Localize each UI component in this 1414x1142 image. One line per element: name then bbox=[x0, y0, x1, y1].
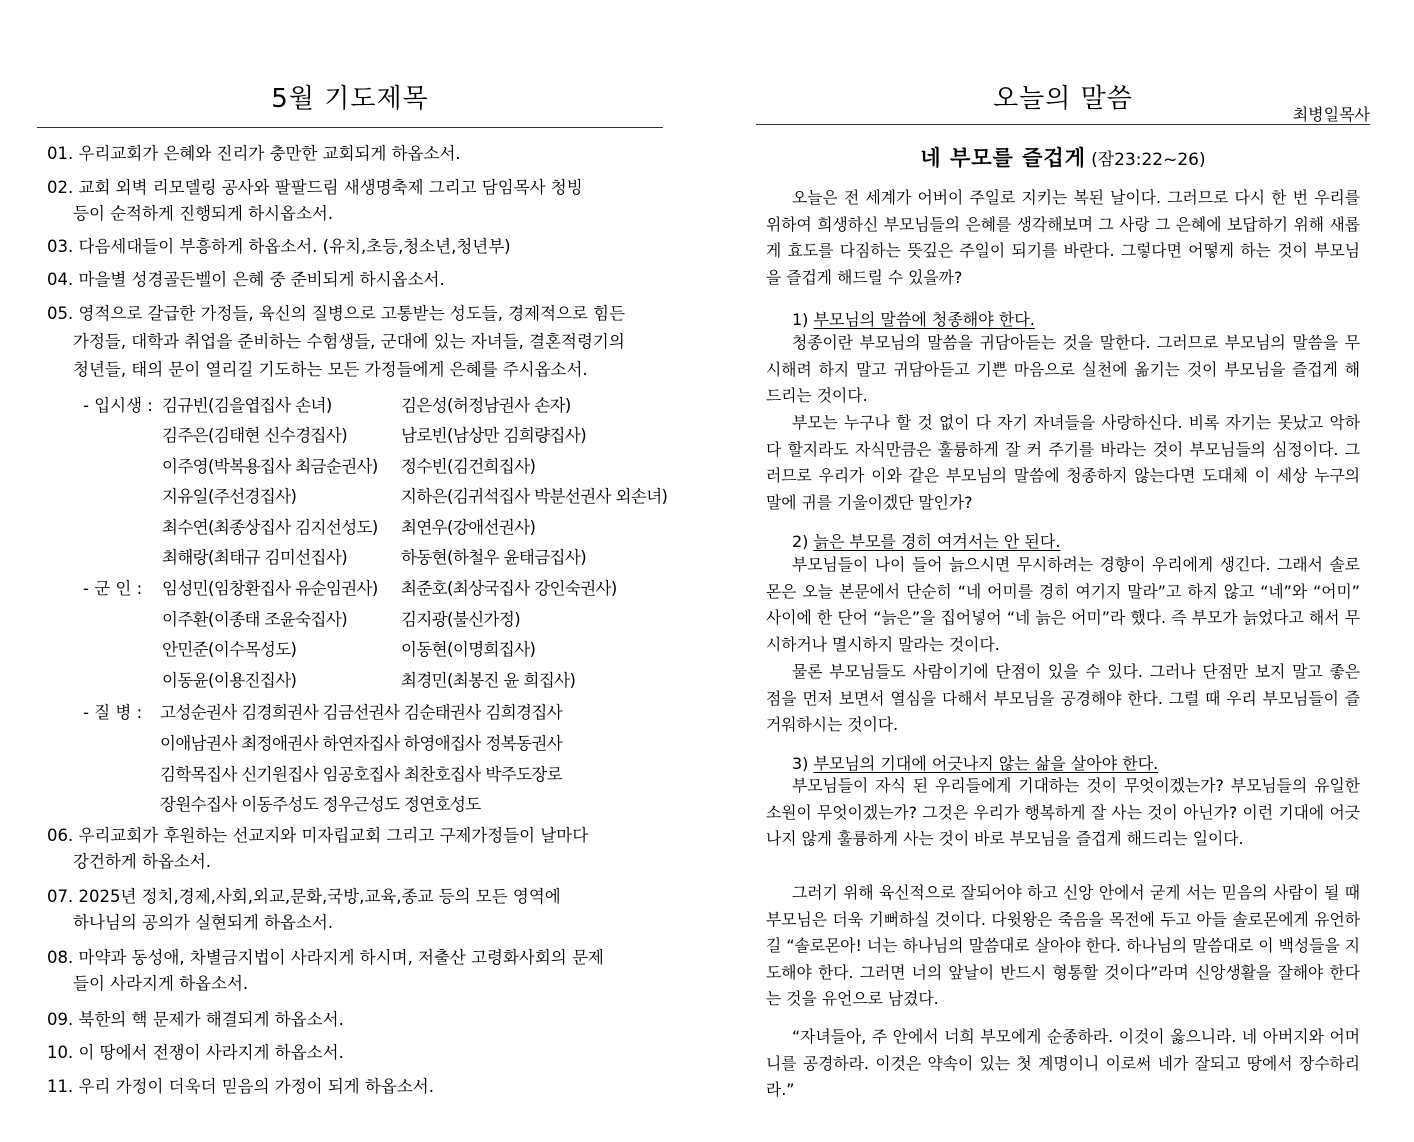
prayer-item-06: 06. 우리교회가 후원하는 선교지와 미자립교회 그리고 구제가정들이 날마다 bbox=[47, 826, 589, 845]
exam-name: 최해랑(최태규 김미선집사) bbox=[162, 548, 348, 567]
military-name: 이동윤(이용진집사) bbox=[162, 671, 297, 690]
military-name: 최경민(최봉진 윤 희집사) bbox=[401, 671, 576, 690]
prayer-item-07: 07. 2025년 정치,경제,사회,외교,문화,국방,교육,종교 등의 모든 영역에 bbox=[47, 887, 561, 906]
military-label: - 군 인 : bbox=[83, 579, 143, 598]
prayer-item-06-cont: 강건하게 하옵소서. bbox=[73, 852, 212, 871]
title-divider bbox=[37, 127, 663, 128]
military-name: 최준호(최상국집사 강인숙권사) bbox=[401, 579, 617, 598]
section-1-heading: 1) 부모님의 말씀에 청종해야 한다. bbox=[792, 310, 1035, 329]
prayer-item-08: 08. 마약과 동성애, 차별금지법이 사라지게 하시며, 저출산 고령화사회의 문제 bbox=[47, 948, 604, 967]
prayer-item-05-cont: 가정들, 대학과 취업을 준비하는 수험생들, 군대에 있는 자녀들, 결혼적령기의 bbox=[73, 332, 625, 351]
sick-names-line: 이애남권사 최정애권사 하연자집사 하영애집사 정복동권사 bbox=[160, 734, 563, 753]
section-3-para-1: 부모님들이 자식 된 우리들에게 기대하는 것이 무엇이겠는가? 부모님들의 유일한 소원이 무엇이겠는가? 그것은 우리가 행복하게 잘 사는 것이 아닌가? 이런 기대에 어긋나지 않게 훌륭하게 사는 것이 바로 부모님을 즐겁게 해드리는 일이다. bbox=[766, 776, 1360, 848]
exam-name: 이주영(박복용집사 최금순권사) bbox=[162, 457, 378, 476]
section-2-para-1: 부모님들이 나이 들어 늙으시면 무시하려는 경향이 우리에게 생긴다. 그래서 솔로몬은 오늘 본문에서 단순히 “네 어미를 경히 여기지 말라”고 하지 않고 “네”와 “어미” 사이에 한 단어 “늙은”을 집어넣어 “네 늙은 어미”라 했다. 즉 부모가 늙었다고 해서 무시하거나 멸시하지 말라는 것이다. bbox=[766, 555, 1360, 654]
section-3-heading: 3) 부모님의 기대에 어긋나지 않는 삶을 살아야 한다. bbox=[792, 754, 1159, 773]
sermon-author: 최병일목사 bbox=[1292, 105, 1370, 124]
sick-names-line: 장원수집사 이동주성도 정우근성도 정연호성도 bbox=[160, 795, 481, 814]
scripture-quote: “자녀들아, 주 안에서 너희 부모에게 순종하라. 이것이 옳으니라. 네 아버지와 어머니를 공경하라. 이것은 약속이 있는 첫 계명이니 이로써 네가 잘되고 땅에서 장수하리라.” bbox=[766, 1027, 1360, 1099]
prayer-item-10: 10. 이 땅에서 전쟁이 사라지게 하옵소서. bbox=[47, 1043, 344, 1062]
sermon-title: 네 부모를 즐겁게 bbox=[920, 146, 1086, 170]
prayer-item-01: 01. 우리교회가 은혜와 진리가 충만한 교회되게 하옵소서. bbox=[47, 144, 461, 163]
prayer-item-07-cont: 하나님의 공의가 실현되게 하옵소서. bbox=[73, 913, 334, 932]
section-2-para-2: 물론 부모님들도 사람이기에 단점이 있을 수 있다. 그러나 단점만 보지 말고 좋은 점을 먼저 보면서 열심을 다해서 부모님을 공경해야 한다. 그럴 때 우리 부모님들이 즐거워하시는 것이다. bbox=[766, 662, 1360, 734]
prayer-item-03: 03. 다음세대들이 부흥하게 하옵소서. (유치,초등,청소년,청년부) bbox=[47, 237, 511, 256]
scripture-reference: (잠23:22~26) bbox=[1091, 150, 1206, 170]
exam-students-label: - 입시생 : bbox=[83, 396, 153, 415]
prayer-item-09: 09. 북한의 핵 문제가 해결되게 하옵소서. bbox=[47, 1010, 344, 1029]
section-2-heading: 2) 늙은 부모를 경히 여겨서는 안 된다. bbox=[792, 532, 1061, 551]
exam-name: 남로빈(남상만 김희량집사) bbox=[401, 426, 587, 445]
exam-name: 최연우(강애선권사) bbox=[401, 518, 536, 537]
exam-name: 지유일(주선경집사) bbox=[162, 487, 297, 506]
military-name: 김지광(불신가정) bbox=[401, 610, 521, 629]
sick-label: - 질 병 : bbox=[83, 703, 143, 722]
sermon-subtitle bbox=[756, 142, 1370, 172]
military-name: 이동현(이명희집사) bbox=[401, 640, 536, 659]
military-name: 임성민(임창환집사 유순임권사) bbox=[162, 579, 378, 598]
sermon-section-title: 오늘의 말씀 bbox=[993, 84, 1133, 114]
sermon-intro: 오늘은 전 세계가 어버이 주일로 지키는 복된 날이다. 그러므로 다시 한 번 우리를 위하여 희생하신 부모님들의 은혜를 생각해보며 그 사랑 그 은혜에 보답하기 위해 새롭게 효도를 다짐하는 뜻깊은 주일이 되기를 바란다. 그렇다면 어떻게 하는 것이 부모님을 즐겁게 해드릴 수 있을까? bbox=[766, 188, 1360, 287]
prayer-item-08-cont: 들이 사라지게 하옵소서. bbox=[73, 974, 249, 993]
exam-name: 최수연(최종상집사 김지선성도) bbox=[162, 518, 378, 537]
prayer-topics-title: 5월 기도제목 bbox=[271, 84, 429, 114]
military-name: 안민준(이수목성도) bbox=[162, 640, 297, 659]
exam-name: 김주은(김태현 신수경집사) bbox=[162, 426, 348, 445]
prayer-item-05: 05. 영적으로 갈급한 가정들, 육신의 질병으로 고통받는 성도들, 경제적으로 힘든 bbox=[47, 304, 626, 323]
exam-name: 하동현(하철우 윤태금집사) bbox=[401, 548, 587, 567]
prayer-item-11: 11. 우리 가정이 더욱더 믿음의 가정이 되게 하옵소서. bbox=[47, 1077, 434, 1096]
exam-name: 김규빈(김을엽집사 손녀) bbox=[162, 396, 332, 415]
prayer-item-04: 04. 마을별 성경골든벨이 은혜 중 준비되게 하시옵소서. bbox=[47, 270, 445, 289]
prayer-item-05-cont2: 청년들, 태의 문이 열리길 기도하는 모든 가정들에게 은혜를 주시옵소서. bbox=[73, 360, 588, 379]
sick-names-line: 김학목집사 신기원집사 임공호집사 최찬호집사 박주도장로 bbox=[160, 765, 563, 784]
sick-names-line: 고성순권사 김경희권사 김금선권사 김순태권사 김희경집사 bbox=[160, 703, 563, 722]
title-divider bbox=[756, 124, 1370, 125]
exam-name: 지하은(김귀석집사 박분선권사 외손녀) bbox=[401, 487, 668, 506]
section-1-para-1: 청종이란 부모님의 말씀을 귀담아듣는 것을 말한다. 그러므로 부모님의 말씀을 무시해려 하지 말고 귀담아듣고 기쁜 마음으로 실천에 옮기는 것이 부모님을 즐겁게 해 드리는 것이다. bbox=[766, 333, 1360, 405]
exam-name: 김은성(허정남권사 손자) bbox=[401, 396, 571, 415]
exam-name: 정수빈(김건희집사) bbox=[401, 457, 536, 476]
military-name: 이주환(이종태 조윤숙집사) bbox=[162, 610, 348, 629]
prayer-item-02-cont: 등이 순적하게 진행되게 하시옵소서. bbox=[73, 204, 334, 223]
section-3-para-2: 그러기 위해 육신적으로 잘되어야 하고 신앙 안에서 굳게 서는 믿음의 사람이 될 때 부모님은 더욱 기뻐하실 것이다. 다윗왕은 죽음을 목전에 두고 아들 솔로몬에게 유언하길 “솔로몬아! 너는 하나님의 말씀대로 살아야 한다. 하나님의 말씀대로 이 백성들을 지도해야 한다. 그러면 너의 앞날이 반드시 형통할 것이다”라며 신앙생활을 잘해야 한다는 것을 유언으로 남겼다. bbox=[766, 883, 1360, 1008]
section-1-para-2: 부모는 누구나 할 것 없이 다 자기 자녀들을 사랑하신다. 비록 자기는 못났고 악하다 할지라도 자식만큼은 훌륭하게 잘 커 주기를 바라는 것이 부모님들의 심정이다. 그러므로 우리가 이와 같은 부모님의 말씀에 청종하지 않는다면 도대체 이 세상 누구의 말에 귀를 기울이겠단 말인가? bbox=[766, 413, 1360, 512]
prayer-item-02: 02. 교회 외벽 리모델링 공사와 팔팔드림 새생명축제 그리고 담임목사 청빙 bbox=[47, 178, 583, 197]
